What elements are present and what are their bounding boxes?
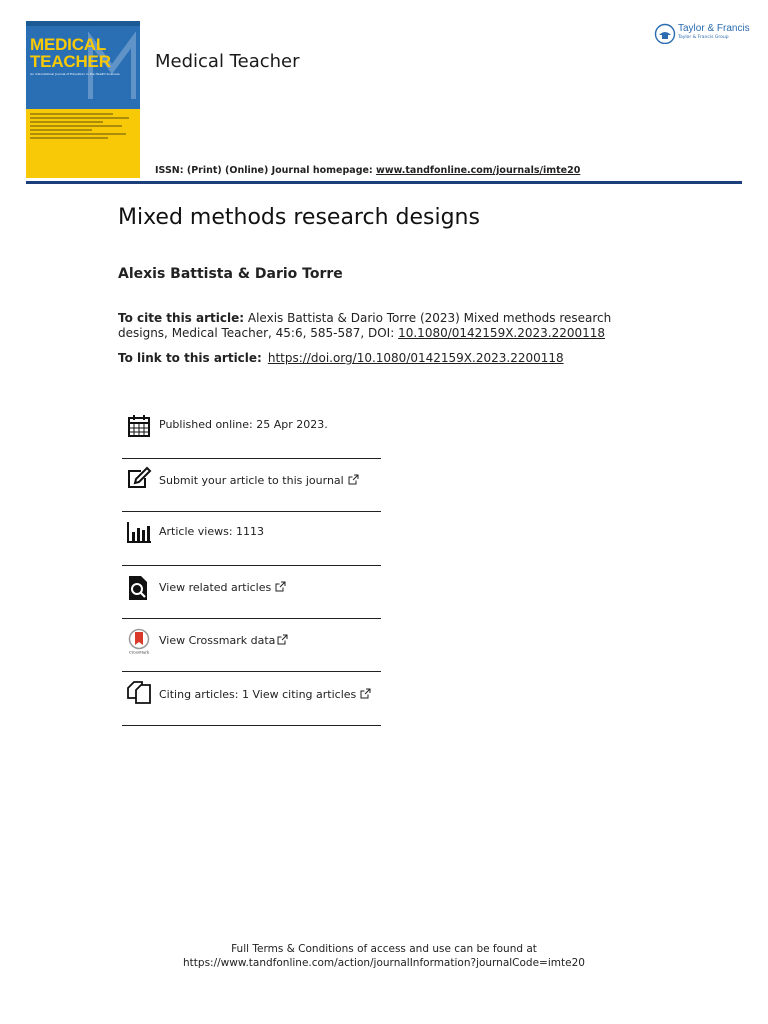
crossmark-icon [126, 628, 152, 654]
info-published [122, 406, 381, 459]
terms-footer [0, 942, 768, 970]
cover-contents-lines [30, 113, 134, 141]
journal-name: Medical Teacher [155, 51, 300, 72]
citation-doi-link[interactable]: 10.1080/0142159X.2023.2200118 [398, 326, 606, 340]
cover-title: MEDICAL TEACHER [30, 35, 111, 71]
citing-articles-label[interactable]: Citing articles: 1 View citing articles [159, 688, 371, 701]
cover-header-band [26, 21, 140, 26]
citation-text: Alexis Battista & Dario Torre (2023) Mixed methods research designs, Medical Teacher, 45:6, 585-587, DOI: [118, 311, 612, 340]
crossmark-label[interactable]: View Crossmark data [159, 634, 288, 647]
issn-label: ISSN: (Print) (Online) Journal homepage: [155, 165, 373, 176]
info-crossmark[interactable] [122, 619, 381, 672]
external-link-icon [348, 474, 359, 485]
info-related-articles[interactable] [122, 566, 381, 619]
article-link-block [118, 351, 564, 365]
article-title: Mixed methods research designs [118, 205, 480, 230]
document-search-icon [126, 575, 152, 601]
edit-icon [126, 466, 152, 492]
terms-link[interactable]: https://www.tandfonline.com/action/journalInformation?journalCode=imte20 [183, 957, 585, 969]
external-link-icon [360, 688, 371, 699]
cover-top-panel [26, 21, 140, 109]
article-link-label: To link to this article: [118, 351, 262, 365]
taylor-francis-icon [654, 22, 676, 44]
citation-block [118, 311, 638, 341]
issn-line [155, 165, 580, 176]
external-link-icon [275, 581, 286, 592]
info-article-views [122, 512, 381, 566]
citation-label: To cite this article: [118, 311, 245, 325]
bar-chart-icon [126, 520, 152, 546]
external-link-icon [277, 634, 288, 645]
publisher-name: Taylor & Francis [678, 23, 750, 34]
calendar-icon [126, 413, 152, 439]
cover-subtitle: An International Journal of Education in the Health Sciences [30, 72, 120, 76]
citing-articles-icon [126, 680, 152, 706]
submit-article-label[interactable]: Submit your article to this journal [159, 474, 359, 487]
article-doi-link[interactable]: https://doi.org/10.1080/0142159X.2023.2200118 [267, 351, 564, 365]
article-info-list [122, 406, 381, 726]
terms-line: Full Terms & Conditions of access and use can be found at [231, 943, 537, 955]
info-submit-article[interactable] [122, 459, 381, 512]
journal-cover [26, 21, 140, 178]
publisher-logo[interactable] [654, 22, 750, 46]
header-divider [26, 181, 742, 184]
svg-text:CrossMark: CrossMark [128, 650, 150, 654]
journal-homepage-link[interactable]: www.tandfonline.com/journals/imte20 [376, 165, 581, 176]
related-articles-label[interactable]: View related articles [159, 581, 286, 594]
publisher-group: Taylor & Francis Group [678, 35, 729, 40]
article-authors: Alexis Battista & Dario Torre [118, 266, 343, 282]
info-citing-articles[interactable] [122, 672, 381, 726]
published-date: Published online: 25 Apr 2023. [159, 418, 328, 431]
article-views: Article views: 1113 [159, 525, 265, 538]
